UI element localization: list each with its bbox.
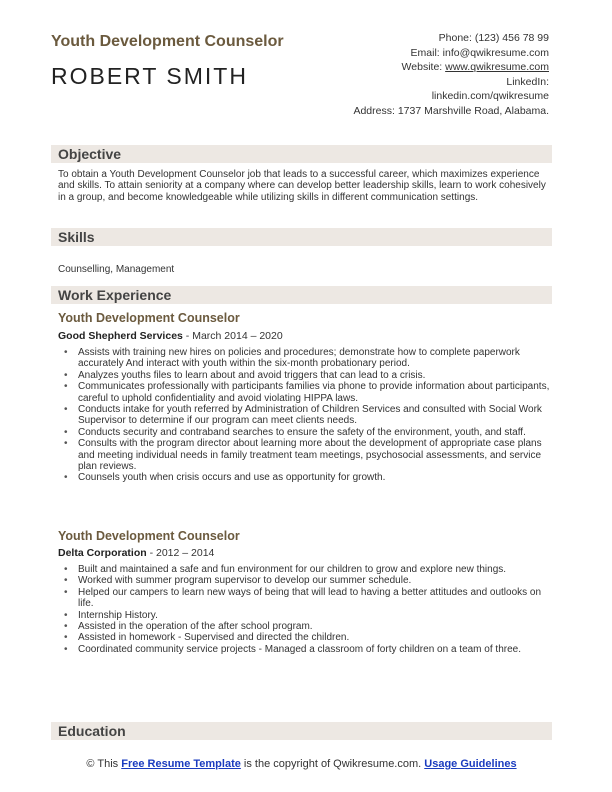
contact-website: Website: www.qwikresume.com [401, 61, 549, 73]
job-1-company-line [58, 330, 283, 342]
list-item: • Assists with training new hires on policies and procedures; demonstrate how to complete paperwork accurately And interact with youth within the six-month probationary period. [58, 347, 550, 370]
footer-middle: is the copyright of Qwikresume.com. [240, 758, 425, 770]
website-link[interactable]: www.qwikresume.com [445, 61, 549, 73]
header-job-title: Youth Development Counselor [51, 33, 284, 50]
contact-linkedin: linkedin.com/qwikresume [431, 90, 549, 102]
list-item: • Conducts security and contraband searches to ensure the safety of the environment, youth, and staff. [58, 427, 550, 438]
contact-email: Email: info@qwikresume.com [410, 46, 549, 59]
copyright-footer [51, 757, 552, 771]
list-item: • Assisted in the operation of the after school program. [58, 621, 550, 632]
work-experience-section-header [51, 286, 552, 304]
objective-heading: Objective [58, 146, 122, 162]
list-item: • Conducts intake for youth referred by Administration of Children Services and consulted with Social Work Supervisor to determine if our program can meet clients needs. [58, 404, 550, 427]
education-section-header [51, 722, 552, 740]
job-1-title: Youth Development Counselor [58, 311, 240, 325]
contact-address: Address: 1737 Marshville Road, Alabama. [353, 104, 549, 117]
person-name: ROBERT SMITH [51, 63, 248, 89]
skills-text: Counselling, Management [58, 264, 175, 275]
job-2-company-line [58, 547, 214, 559]
education-heading: Education [58, 723, 126, 739]
work-experience-heading: Work Experience [58, 287, 172, 303]
list-item: • Counsels youth when crisis occurs and use as opportunity for growth. [58, 472, 550, 483]
job-2-title: Youth Development Counselor [58, 529, 240, 543]
job-2-bullets [58, 564, 550, 655]
job-2-company: Delta Corporation [58, 547, 147, 559]
list-item: • Worked with summer program supervisor to develop our summer schedule. [58, 575, 550, 586]
skills-heading: Skills [58, 229, 95, 245]
list-item: • Helped our campers to learn new ways of being that will lead to having a better attitudes and outlooks on life. [58, 587, 550, 610]
usage-guidelines-link[interactable]: Usage Guidelines [424, 758, 517, 770]
contact-phone: Phone: (123) 456 78 99 [438, 32, 549, 44]
job-1-company: Good Shepherd Services [58, 330, 183, 342]
list-item: • Coordinated community service projects - Managed a classroom of forty children on a team of three. [58, 644, 550, 655]
contact-block [289, 31, 549, 118]
job-2-dates: - 2012 – 2014 [146, 547, 215, 559]
list-item: • Communicates professionally with participants families via phone to provide information about participants, careful to uphold confidentiality and avoid violating HIPPA laws. [58, 381, 550, 404]
footer-prefix: © This [86, 758, 122, 770]
contact-linkedin-label: LinkedIn: [506, 75, 549, 88]
skills-section-header [51, 228, 552, 246]
list-item: • Consults with the program director about learning more about the development of appropriate case plans and meeting individual needs in family treatment team meetings, psychosocial assessments, and service plan reviews. [58, 438, 550, 472]
job-1-bullets [58, 347, 550, 484]
job-1-dates: - March 2014 – 2020 [182, 330, 283, 342]
objective-text: To obtain a Youth Development Counselor job that leads to a successful career, which maximizes experience and skills. To attain seniority at a company where can develop better leadership skills, learn to work cohesively in a group, and become knowledgeable while utilizing skills in different communication settings. [58, 169, 546, 203]
free-resume-template-link[interactable]: Free Resume Template [121, 758, 241, 770]
list-item: • Internship History. [58, 610, 550, 621]
objective-section-header [51, 145, 552, 163]
list-item: • Analyzes youths files to learn about and avoid triggers that can lead to a crisis. [58, 370, 550, 381]
list-item: • Built and maintained a safe and fun environment for our children to grow and explore new things. [58, 564, 550, 575]
list-item: • Assisted in homework - Supervised and directed the children. [58, 632, 550, 643]
